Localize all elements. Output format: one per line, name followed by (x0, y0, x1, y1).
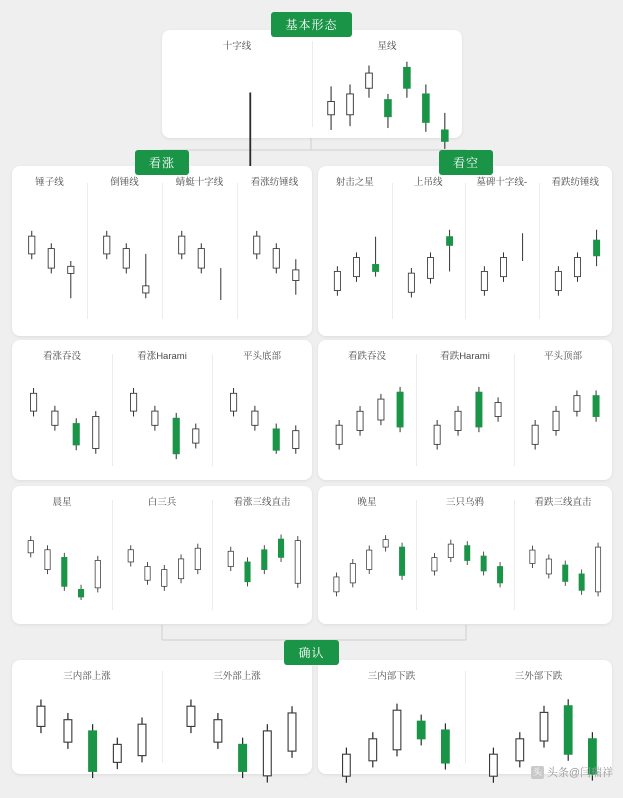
pattern-label: 倒锤线 (110, 177, 139, 188)
pattern-label: 三只乌鸦 (445, 497, 484, 508)
pattern-label: 看跌Harami (440, 351, 490, 362)
pattern-cell[interactable] (162, 30, 312, 138)
candle-plot (541, 192, 611, 330)
section-bearish-badge: 看空 (439, 150, 493, 175)
candle-plot (314, 56, 460, 151)
candle-plot (320, 192, 390, 330)
candle-plot (14, 366, 110, 474)
card-confirm-left (12, 660, 312, 774)
pattern-cell[interactable] (162, 166, 237, 336)
candle-plot (164, 192, 235, 330)
candle-plot (394, 192, 464, 330)
candle-plot (14, 512, 110, 618)
pattern-label: 平头底部 (242, 351, 281, 362)
pattern-cell[interactable] (514, 340, 612, 480)
pattern-cell[interactable] (112, 486, 212, 624)
section-basic-badge-wrap (0, 12, 623, 37)
pattern-cell[interactable] (465, 660, 612, 774)
pattern-cell[interactable] (312, 30, 462, 138)
pattern-label: 十字线 (222, 41, 252, 52)
pattern-cell[interactable] (12, 340, 112, 480)
pattern-label: 墓碑十字线- (476, 177, 528, 188)
pattern-cell[interactable] (318, 486, 416, 624)
card-bearish-row-2 (318, 340, 612, 480)
pattern-label: 看涨Harami (137, 351, 187, 362)
card-bullish-row-3 (12, 486, 312, 624)
card-bullish-row-2 (12, 340, 312, 480)
basic-cells (162, 30, 462, 138)
candle-plot (89, 192, 160, 330)
card-confirm-right (318, 660, 612, 774)
pattern-cell[interactable] (237, 166, 312, 336)
pattern-cell[interactable] (318, 340, 416, 480)
section-basic-badge: 基本形态 (271, 12, 351, 37)
pattern-label: 三内部上涨 (63, 671, 111, 682)
card-bullish-row-1 (12, 166, 312, 336)
pattern-cell[interactable] (318, 166, 392, 336)
pattern-cell[interactable] (539, 166, 613, 336)
candle-plot (114, 512, 210, 618)
pattern-label: 看跌三线直击 (534, 497, 592, 508)
pattern-cell[interactable] (87, 166, 162, 336)
watermark (531, 764, 613, 780)
card-bearish-row-1 (318, 166, 612, 336)
watermark-text: 头条@闫瑞祥 (546, 767, 613, 779)
section-confirm-badge: 确认 (284, 640, 338, 665)
candle-plot (320, 512, 414, 618)
pattern-cell[interactable] (318, 660, 465, 774)
pattern-cell[interactable] (416, 340, 514, 480)
candle-plot (467, 192, 537, 330)
pattern-label: 平头顶部 (543, 351, 582, 362)
candle-plot (320, 366, 414, 474)
pattern-label: 蜻蜓十字线 (175, 177, 224, 188)
pattern-cell[interactable] (12, 486, 112, 624)
candle-plot (516, 366, 610, 474)
pattern-label: 三内部下跌 (367, 671, 416, 682)
candle-plot (239, 192, 310, 330)
pattern-cell[interactable] (416, 486, 514, 624)
pattern-label: 看涨纺锤线 (250, 177, 299, 188)
pattern-label: 看涨三线直击 (233, 497, 291, 508)
pattern-cell[interactable] (392, 166, 466, 336)
candle-plot (14, 192, 85, 330)
candle-plot (418, 366, 512, 474)
candle-plot (114, 366, 210, 474)
watermark-logo: 头 (532, 766, 542, 777)
candle-plot (214, 366, 310, 474)
pattern-cell[interactable] (12, 166, 87, 336)
pattern-cell[interactable] (514, 486, 612, 624)
pattern-label: 三外部下跌 (514, 671, 563, 682)
pattern-cell[interactable] (162, 660, 312, 774)
pattern-label: 锤子线 (35, 177, 64, 188)
candle-plot (320, 686, 463, 796)
pattern-label: 射击之星 (335, 177, 374, 188)
pattern-cell[interactable] (212, 486, 312, 624)
card-bearish-row-3 (318, 486, 612, 624)
candle-plot (516, 512, 610, 618)
pattern-label: 看跌吞没 (347, 351, 386, 362)
card-basic (162, 30, 462, 138)
candle-plot (164, 686, 310, 798)
pattern-cell[interactable] (12, 660, 162, 774)
candle-plot (14, 686, 160, 798)
pattern-label: 星线 (377, 41, 397, 52)
pattern-label: 晚星 (357, 497, 377, 508)
candle-plot (418, 512, 512, 618)
pattern-cell[interactable] (212, 340, 312, 480)
candle-plot (214, 512, 310, 618)
pattern-label: 白三兵 (147, 497, 177, 508)
pattern-cell[interactable] (465, 166, 539, 336)
pattern-label: 看跌纺锤线 (551, 177, 599, 188)
pattern-label: 晨星 (52, 497, 72, 508)
pattern-label: 上吊线 (413, 177, 443, 188)
pattern-cell[interactable] (112, 340, 212, 480)
pattern-label: 三外部上涨 (213, 671, 261, 682)
section-bullish-badge: 看涨 (135, 150, 189, 175)
pattern-label: 看涨吞没 (42, 351, 81, 362)
